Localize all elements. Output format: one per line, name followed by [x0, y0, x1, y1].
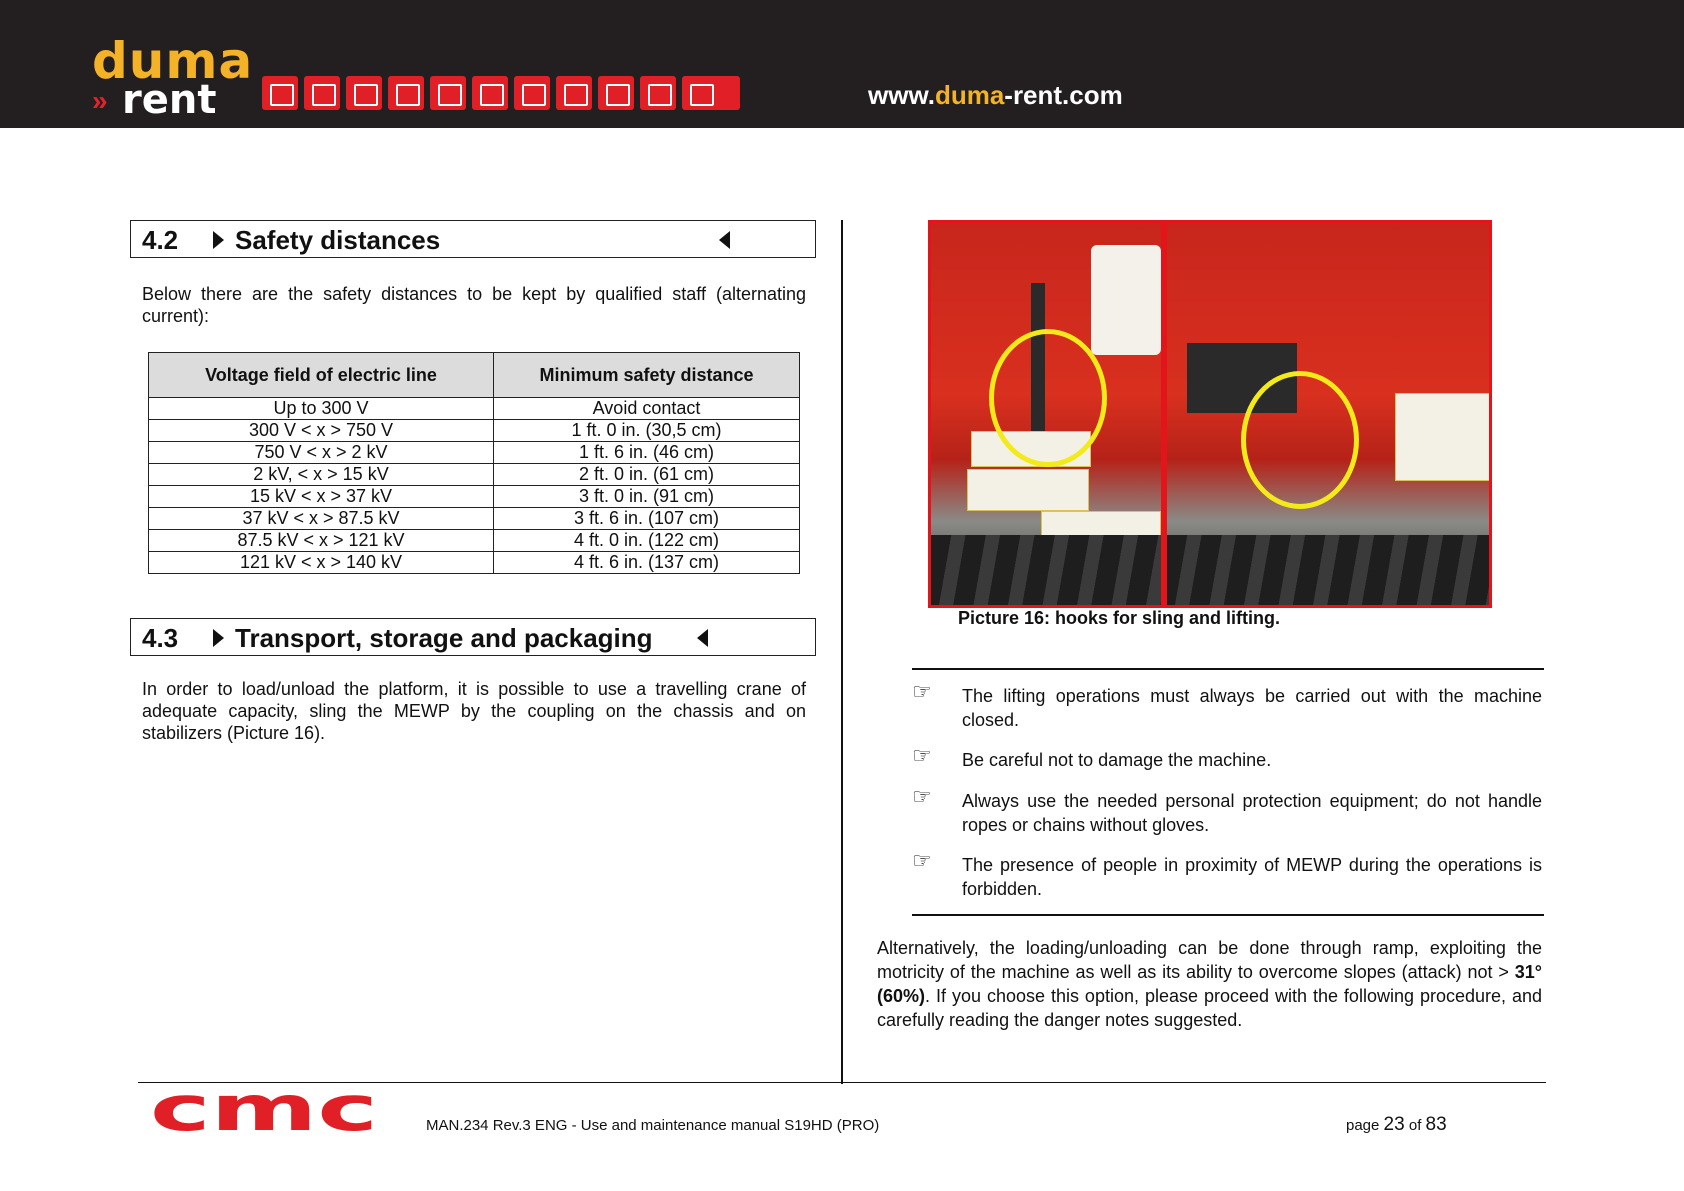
voltage-cell: 2 kV, < x > 15 kV	[149, 464, 494, 486]
logo-chevron-icon: »	[92, 85, 108, 116]
triangle-right-icon	[213, 231, 224, 249]
note-text: The presence of people in proximity of MEWP during the operations is forbidden.	[962, 855, 1542, 899]
note-text: Always use the needed personal protection equipment; do not handle ropes or chains without gloves.	[962, 791, 1542, 835]
warning-label	[967, 469, 1089, 511]
voltage-cell: 750 V < x > 2 kV	[149, 442, 494, 464]
section-title: Safety distances	[235, 225, 441, 255]
telehandler-icon	[598, 76, 634, 110]
note-text: The lifting operations must always be carried out with the machine closed.	[962, 686, 1542, 730]
ramp-alternative-text	[877, 936, 1542, 1032]
section-number: 4.3	[142, 623, 179, 653]
cmc-logo-text: cmc	[150, 1086, 378, 1134]
table-row	[149, 464, 800, 486]
scissor-lift-icon	[346, 76, 382, 110]
truck-lift-icon	[514, 76, 550, 110]
website-url[interactable]	[868, 80, 1123, 111]
distance-cell: 4 ft. 6 in. (137 cm)	[494, 552, 800, 574]
ramp-text-start: Alternatively, the loading/unloading can be done through ramp, exploiting the motricity of the machine as well as its ability to overcome slopes (attack) not >	[877, 938, 1542, 982]
table-row	[149, 420, 800, 442]
voltage-cell: 300 V < x > 750 V	[149, 420, 494, 442]
page-total: 83	[1425, 1114, 1447, 1135]
table-row	[149, 442, 800, 464]
distance-cell: 3 ft. 6 in. (107 cm)	[494, 508, 800, 530]
roller-icon	[472, 76, 508, 110]
distance-cell: Avoid contact	[494, 398, 800, 420]
section-4-3-heading	[130, 618, 816, 656]
voltage-cell: 121 kV < x > 140 kV	[149, 552, 494, 574]
photo-stabilizer-hook	[1164, 220, 1492, 608]
hook-highlight-circle	[989, 329, 1107, 467]
pointing-hand-icon: ☞	[912, 848, 932, 873]
oil-tank	[1091, 245, 1161, 355]
url-prefix: www.	[868, 80, 935, 110]
forklift-icon	[304, 76, 340, 110]
safety-intro: Below there are the safety distances to be kept by qualified staff (alternating current):	[142, 284, 806, 326]
picture-caption: Picture 16: hooks for sling and lifting.	[958, 608, 1281, 628]
voltage-cell: 15 kV < x > 37 kV	[149, 486, 494, 508]
logo-rent-text: rent	[122, 77, 217, 123]
slope-value: 31° (60%)	[877, 962, 1542, 1006]
table-row	[149, 486, 800, 508]
page-number: 23	[1383, 1114, 1405, 1135]
column-divider	[841, 220, 843, 1084]
voltage-cell: 37 kV < x > 87.5 kV	[149, 508, 494, 530]
footer-rule	[138, 1082, 1546, 1083]
cmc-logo[interactable]	[150, 1086, 380, 1134]
safety-distance-table	[148, 352, 800, 574]
url-suffix: -rent.com	[1004, 80, 1123, 110]
table-row	[149, 530, 800, 552]
skid-steer-icon	[262, 76, 298, 110]
manual-reference: MAN.234 Rev.3 ENG - Use and maintenance manual S19HD (PRO)	[426, 1117, 880, 1134]
triangle-left-icon	[719, 231, 730, 249]
section-4-2-heading	[130, 220, 816, 258]
page-header	[0, 0, 1684, 128]
hook-highlight-circle	[1241, 371, 1359, 509]
page-indicator	[1346, 1114, 1447, 1136]
boom-lift-icon	[640, 76, 676, 110]
table-header-row	[149, 353, 800, 398]
pointing-hand-icon: ☞	[912, 784, 932, 809]
table-row	[149, 398, 800, 420]
notes-bottom-rule	[912, 914, 1544, 916]
pointing-hand-icon: ☞	[912, 679, 932, 704]
crawler-track	[931, 535, 1161, 605]
ramp-text-end: . If you choose this option, please proceed with the following procedure, and carefully reading the danger notes suggested.	[877, 986, 1542, 1030]
photo-chassis-hook	[928, 220, 1164, 608]
distance-cell: 3 ft. 0 in. (91 cm)	[494, 486, 800, 508]
header-voltage: Voltage field of electric line	[149, 353, 494, 398]
table-row	[149, 552, 800, 574]
mini-loader-icon	[388, 76, 424, 110]
transport-intro: In order to load/unload the platform, it is possible to use a travelling crane of adequate capacity, sling the MEWP by the coupling on the chassis and on stabilizers (Picture 16).	[142, 679, 806, 743]
logo-duma-text: duma	[92, 32, 254, 90]
trailer-icon	[682, 76, 740, 110]
duma-rent-logo[interactable]	[92, 32, 254, 123]
warning-label	[1395, 393, 1492, 481]
voltage-cell: 87.5 kV < x > 121 kV	[149, 530, 494, 552]
of-label: of	[1408, 1117, 1422, 1134]
excavator-icon	[556, 76, 592, 110]
distance-cell: 4 ft. 0 in. (122 cm)	[494, 530, 800, 552]
voltage-cell: Up to 300 V	[149, 398, 494, 420]
crawler-track	[1167, 535, 1489, 605]
tractor-icon	[430, 76, 466, 110]
machine-icons-strip	[262, 76, 740, 112]
section-number: 4.2	[142, 225, 179, 255]
header-distance: Minimum safety distance	[494, 353, 800, 398]
url-highlight: duma	[934, 80, 1005, 110]
note-text: Be careful not to damage the machine.	[962, 750, 1272, 770]
distance-cell: 1 ft. 0 in. (30,5 cm)	[494, 420, 800, 442]
section-title: Transport, storage and packaging	[235, 623, 653, 653]
notes-top-rule	[912, 668, 1544, 670]
pointing-hand-icon: ☞	[912, 743, 932, 768]
picture-16	[928, 220, 1492, 608]
distance-cell: 2 ft. 0 in. (61 cm)	[494, 464, 800, 486]
triangle-right-icon	[213, 629, 224, 647]
page-label: page	[1346, 1117, 1380, 1134]
distance-cell: 1 ft. 6 in. (46 cm)	[494, 442, 800, 464]
triangle-left-icon	[697, 629, 708, 647]
table-row	[149, 508, 800, 530]
